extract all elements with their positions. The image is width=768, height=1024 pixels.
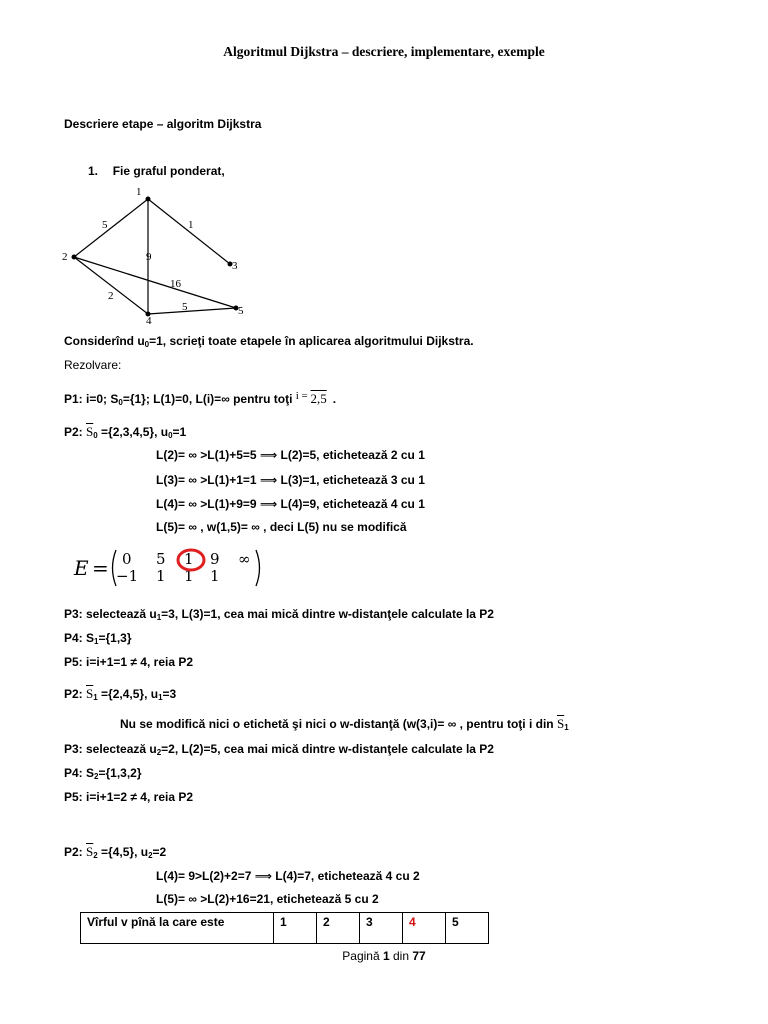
- step-p5-second: P5: i=i+1=2 ≠ 4, reia P2: [64, 790, 194, 804]
- table-row: [81, 913, 489, 944]
- matrix-r1-c4: 9: [210, 550, 220, 568]
- page-footer: Pagină 1 din 77: [342, 949, 426, 963]
- p2a-line-4: L(5)= ∞ , w(1,5)= ∞ , deci L(5) nu se modifică: [156, 520, 407, 534]
- node-label-1: 1: [136, 186, 142, 198]
- matrix-r2-c2: 1: [156, 567, 166, 585]
- p2a-line-2: L(3)= ∞ >L(1)+1=1 ⟹ L(3)=1, etichetează 3 cu 1: [156, 473, 425, 487]
- p2c-line-1: L(4)= 9>L(2)+2=7 ⟹ L(4)=7, etichetează 4 cu 2: [156, 869, 420, 883]
- node-2: [72, 255, 77, 260]
- edge-weight-1-2: 5: [102, 219, 108, 231]
- p2a-line-3: L(4)= ∞ >L(1)+9=9 ⟹ L(4)=9, etichetează 4 cu 1: [156, 497, 425, 511]
- step-p1: P1: i=0; $S_0=\{1\}$; L(1)=0, L(i)=∞ pentru toţi i = 2,5 .: [64, 390, 337, 407]
- results-table: [80, 912, 489, 944]
- highlight-circle: [174, 548, 210, 572]
- edge-4-5: [148, 308, 236, 314]
- table-cell: 5: [446, 913, 489, 944]
- edge-2-5: [74, 257, 236, 308]
- table-cell-highlight: 4: [403, 913, 446, 944]
- matrix-r2-c3: 1: [184, 567, 194, 585]
- matrix-equals: =: [92, 556, 109, 580]
- edge-1-2: [74, 199, 148, 257]
- rezolvare-label: Rezolvare:: [64, 358, 122, 372]
- edge-weight-2-4: 2: [108, 290, 114, 302]
- problem-statement: Considerînd $u_0=1$, scrieţi toate etapele în aplicarea algoritmului Dijkstra.: [64, 334, 474, 349]
- edge-weight-2-5: 16: [170, 278, 181, 290]
- matrix-e: [74, 548, 274, 588]
- matrix-r1-c1: 0: [122, 550, 132, 568]
- list-text: Fie graful ponderat,: [112, 164, 225, 178]
- step-p3-first: P3: selectează $u_1=3$, L(3)=1, cea mai mică dintre w-distanţele calculate la P2: [64, 607, 494, 622]
- step-p2-third: P2: $\overline{S}_2 =\{4,5\}$, $u_2=2$: [64, 844, 167, 860]
- infinity-symbol: ∞: [221, 392, 230, 406]
- p2c-line-2: L(5)= ∞ >L(2)+16=21, etichetează 5 cu 2: [156, 892, 379, 906]
- node-label-2: 2: [62, 251, 68, 263]
- p2a-line-1: L(2)= ∞ >L(1)+5=5 ⟹ L(2)=5, etichetează 2 cu 1: [156, 448, 425, 462]
- section-heading: Descriere etape – algoritm Dijkstra: [64, 117, 262, 131]
- table-cell: 3: [360, 913, 403, 944]
- node-1: [146, 197, 151, 202]
- matrix-r1-c2: 5: [156, 550, 166, 568]
- table-cell: 2: [317, 913, 360, 944]
- matrix-r2-c1: −1: [116, 567, 139, 585]
- current-page: 1: [382, 949, 390, 963]
- step-p2-first: P2: $\overline{S}_0 =\{2,3,4,5\}$, $u_0=1$: [64, 424, 187, 440]
- step-p4-second: P4: $S_2=\{1,3,2\}$: [64, 766, 142, 781]
- edge-weight-1-4: 9: [146, 251, 152, 263]
- table-header-cell: Vîrful v pînă la care este: [81, 913, 274, 944]
- no-change-note: Nu se modifică nici o etichetă şi nici o w-distanţă (w(3,i)= ∞ , pentru toţi i din $\overline{S}_1$: [120, 716, 569, 732]
- list-number: 1.: [88, 164, 99, 178]
- total-pages: 77: [412, 949, 426, 963]
- step-p2-second: P2: $\overline{S}_1 =\{2,4,5\}$, $u_1=3$: [64, 686, 177, 702]
- edge-weight-1-3: 1: [188, 219, 194, 231]
- step-p4-first: P4: $S_1=\{1,3\}$: [64, 631, 132, 646]
- matrix-r2-c4: 1: [210, 567, 220, 585]
- node-label-5: 5: [238, 305, 244, 317]
- matrix-r1-c5: ∞: [238, 550, 251, 568]
- document-title: Algoritmul Dijkstra – descriere, implementare, exemple: [223, 44, 545, 59]
- right-paren: [254, 548, 264, 588]
- weighted-graph: [60, 180, 260, 330]
- step-p5-first: P5: i=i+1=1 ≠ 4, reia P2: [64, 655, 194, 669]
- edge-2-4: [74, 257, 148, 314]
- matrix-name: E: [74, 556, 89, 580]
- list-item-1: [88, 164, 225, 178]
- node-label-3: 3: [232, 260, 238, 272]
- edge-1-3: [148, 199, 230, 264]
- step-p3-second: P3: selectează $u_2=2$, L(2)=5, cea mai mică dintre w-distanţele calculate la P2: [64, 742, 494, 757]
- table-cell: 1: [274, 913, 317, 944]
- edge-weight-4-5: 5: [182, 301, 188, 313]
- node-label-4: 4: [146, 315, 152, 327]
- matrix-r1-c3: 1: [184, 550, 194, 568]
